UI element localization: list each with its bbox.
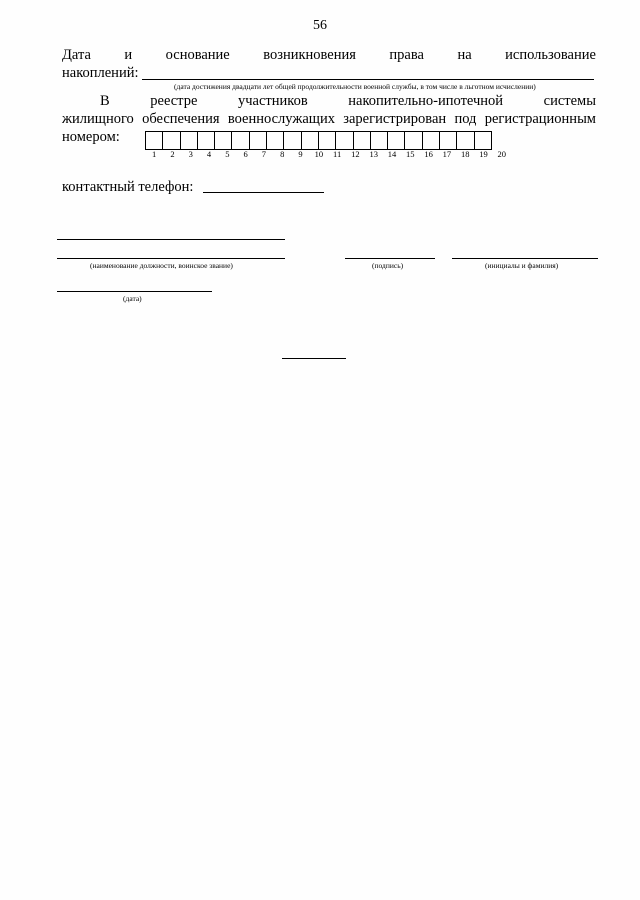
basis-fill-line[interactable] <box>142 79 594 80</box>
registration-digit-cell[interactable] <box>284 132 301 149</box>
registration-digit-cell[interactable] <box>405 132 422 149</box>
basis-word: на <box>457 47 472 63</box>
registration-digit-cell[interactable] <box>475 132 492 149</box>
signature-line[interactable] <box>345 258 435 259</box>
registration-digit-cell[interactable] <box>250 132 267 149</box>
registration-digit-cell[interactable] <box>440 132 457 149</box>
registry-word: системы <box>543 93 596 109</box>
cell-number: 1 <box>152 149 157 159</box>
end-divider <box>282 358 346 359</box>
registration-digit-cell[interactable] <box>319 132 336 149</box>
date-caption: (дата) <box>123 294 142 303</box>
page-number: 56 <box>313 18 327 33</box>
cell-number: 19 <box>479 149 488 159</box>
contact-phone-label: контактный телефон: <box>62 179 194 195</box>
cell-number: 4 <box>206 149 212 159</box>
cell-number: 14 <box>387 149 397 159</box>
cell-number: 11 <box>333 149 342 159</box>
registration-cell-numbers <box>145 149 511 159</box>
registration-digit-cell[interactable] <box>232 132 249 149</box>
signature-caption: (подпись) <box>372 261 404 270</box>
cell-number: 5 <box>225 149 230 159</box>
date-line[interactable] <box>57 291 212 292</box>
basis-line-2-label: накоплений: <box>62 65 139 81</box>
registration-digit-cell[interactable] <box>302 132 319 149</box>
cell-number: 2 <box>170 149 175 159</box>
cell-number: 17 <box>442 149 452 159</box>
position-line-1[interactable] <box>57 239 285 240</box>
registration-digit-cell[interactable] <box>371 132 388 149</box>
cell-number: 9 <box>298 149 303 159</box>
registry-word: В <box>100 93 110 109</box>
cell-number: 6 <box>243 149 248 159</box>
basis-word: права <box>389 47 424 63</box>
basis-word: использование <box>505 47 596 63</box>
cell-number: 13 <box>369 149 378 159</box>
registration-digit-cell[interactable] <box>181 132 198 149</box>
basis-word: и <box>124 47 133 63</box>
registration-digit-cell[interactable] <box>388 132 405 149</box>
registration-digit-cell[interactable] <box>198 132 215 149</box>
cell-number: 18 <box>460 149 470 159</box>
cell-number: 3 <box>188 149 193 159</box>
contact-phone-field[interactable] <box>203 192 324 193</box>
registry-number-label: номером: <box>62 129 120 145</box>
position-line-2[interactable] <box>57 258 285 259</box>
registration-digit-cell[interactable] <box>146 132 163 149</box>
registration-digit-cell[interactable] <box>336 132 353 149</box>
basis-word: возникновения <box>263 47 356 63</box>
position-caption: (наименование должности, воинское звание) <box>90 261 233 270</box>
registry-word: реестре <box>150 93 198 109</box>
registration-digit-cell[interactable] <box>457 132 474 149</box>
name-caption: (инициалы и фамилия) <box>485 261 559 270</box>
basis-line-1 <box>62 46 596 64</box>
cell-number: 10 <box>314 149 324 159</box>
cell-number: 16 <box>424 149 433 159</box>
cell-number: 20 <box>497 149 507 159</box>
registration-digit-cell[interactable] <box>267 132 284 149</box>
cell-number: 15 <box>406 149 415 159</box>
registration-digit-cell[interactable] <box>423 132 440 149</box>
registration-digit-cell[interactable] <box>163 132 180 149</box>
cell-number: 7 <box>261 149 267 159</box>
basis-word: Дата <box>62 47 91 63</box>
name-line[interactable] <box>452 258 598 259</box>
basis-caption: (дата достижения двадцати лет общей продолжительности военной службы, в том числе в льготном исчислении) <box>174 82 536 91</box>
registration-number-grid[interactable] <box>145 131 492 150</box>
basis-word: основание <box>165 47 230 63</box>
cell-number: 8 <box>280 149 285 159</box>
registry-word: накопительно-ипотечной <box>348 93 504 109</box>
registry-line-1 <box>62 92 596 110</box>
registry-line-2: жилищного обеспечения военнослужащих зарегистрирован под регистрационным <box>62 111 596 127</box>
registration-digit-cell[interactable] <box>354 132 371 149</box>
registration-digit-cell[interactable] <box>215 132 232 149</box>
cell-number: 12 <box>351 149 360 159</box>
registry-word: участников <box>237 93 308 109</box>
